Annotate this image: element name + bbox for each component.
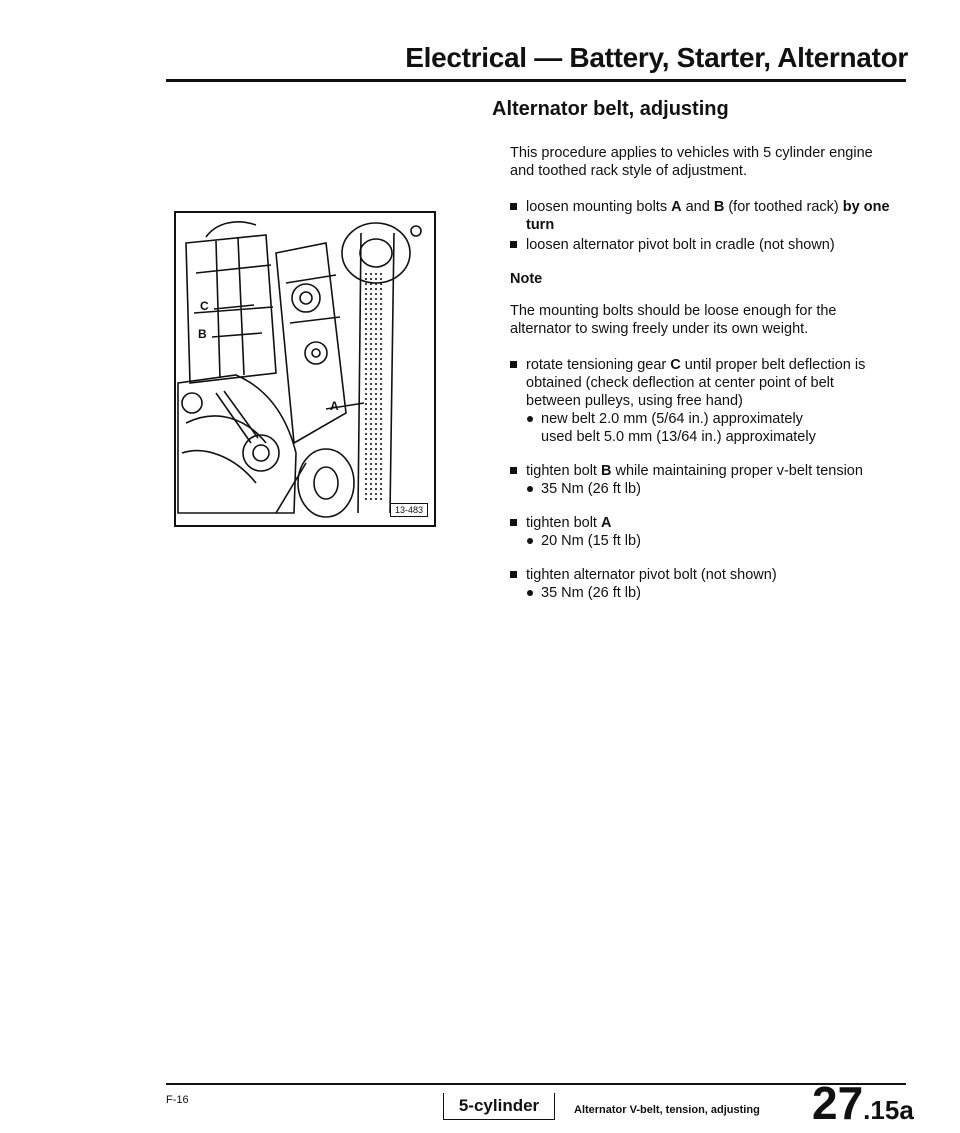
- step-rotate-gear: rotate tensioning gear C until proper belt deflection is obtained (check deflection at center point of belt between pulleys, using free hand) new belt 2.0 mm (5/64 in.) approximately used belt 5.0 mm (13/64 in.) approximately: [510, 356, 890, 446]
- page-number-major: 27: [812, 1077, 864, 1129]
- procedure-content: [510, 144, 890, 618]
- step-loosen-bolts: loosen mounting bolts A and B (for toothed rack) by one turn: [510, 198, 890, 234]
- header-rule: [166, 79, 906, 82]
- spec-new-belt: new belt 2.0 mm (5/64 in.) approximately: [526, 410, 890, 428]
- step-tighten-pivot-block: [510, 566, 890, 602]
- figure-id: 13-483: [390, 503, 428, 517]
- step-loosen-pivot: loosen alternator pivot bolt in cradle (not shown): [510, 236, 890, 254]
- steps-list-1: [510, 198, 890, 254]
- alternator-drawing: [176, 213, 434, 525]
- figure-label-b: B: [198, 327, 207, 341]
- page-header-title: Electrical — Battery, Starter, Alternator: [405, 42, 908, 73]
- step-tighten-b-block: [510, 462, 890, 498]
- step-tighten-a-block: [510, 514, 890, 550]
- figure-label-a: A: [330, 399, 339, 413]
- alternator-illustration: [174, 211, 436, 527]
- footer-page-id: F-16: [166, 1094, 189, 1106]
- footer-page-number: [812, 1076, 914, 1130]
- section-title: Alternator belt, adjusting: [492, 98, 729, 120]
- step-tighten-a: tighten bolt A 20 Nm (15 ft lb): [510, 514, 890, 550]
- figure-label-c: C: [200, 299, 209, 313]
- step-tighten-b: tighten bolt B while maintaining proper v-belt tension 35 Nm (26 ft lb): [510, 462, 890, 498]
- spec-torque-a: 20 Nm (15 ft lb): [526, 532, 890, 550]
- intro-paragraph: This procedure applies to vehicles with 5 cylinder engine and toothed rack style of adjustment.: [510, 145, 873, 179]
- note-text: The mounting bolts should be loose enough for the alternator to swing freely under its own weight.: [510, 303, 837, 337]
- footer-caption: Alternator V-belt, tension, adjusting: [574, 1104, 760, 1116]
- note-heading: Note: [510, 271, 543, 287]
- step-rotate-gear-block: [510, 356, 890, 446]
- footer-engine-box: 5-cylinder: [443, 1093, 555, 1120]
- page-number-minor: .15a: [863, 1095, 914, 1125]
- step-tighten-pivot: tighten alternator pivot bolt (not shown) 35 Nm (26 ft lb): [510, 566, 890, 602]
- footer-rule: [166, 1083, 906, 1085]
- spec-used-belt: used belt 5.0 mm (13/64 in.) approximately: [541, 429, 816, 445]
- spec-torque-b: 35 Nm (26 ft lb): [526, 480, 890, 498]
- spec-torque-pivot: 35 Nm (26 ft lb): [526, 584, 890, 602]
